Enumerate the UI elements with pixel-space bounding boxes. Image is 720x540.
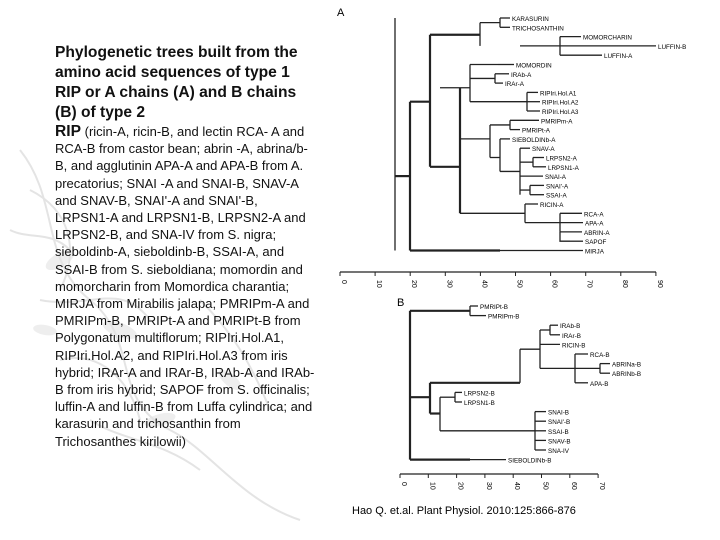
tree-b-leaf-label: SNAI'-B	[548, 419, 571, 427]
scale-b-tick-label: 50	[541, 482, 549, 490]
tree-a-leaf-label: KARASURIN	[512, 16, 549, 23]
tree-a-leaf-label: APA-A	[585, 220, 604, 228]
tree-b	[410, 304, 641, 465]
tree-a-branch	[560, 232, 570, 241]
tree-a-leaf-label: ABRIN-A	[584, 229, 610, 237]
tree-a-leaf-label: IRAb-A	[511, 71, 532, 79]
tree-a-leaf-label: SNAI'-A	[546, 183, 569, 191]
tree-a	[395, 16, 686, 256]
tree-a-leaf-label: MIRJA	[585, 248, 604, 256]
tree-a-leaf-label: TRICHOSANTHIN	[512, 25, 564, 33]
scale-a-tick-label: 50	[515, 280, 523, 288]
tree-b-leaf-label: SSAI-B	[548, 428, 569, 436]
tree-b-leaf-label: PMRIPt-B	[480, 304, 508, 311]
scale-b-tick-label: 60	[569, 482, 577, 490]
scale-b-tick-label: 40	[513, 482, 521, 490]
tree-b-leaf-label: SNAI-B	[548, 409, 569, 417]
caption-heading: Phylogenetic trees built from the amino acid sequences of type 1 RIP or A chains (A) and B chains (B) of type 2	[55, 44, 298, 121]
tree-a-leaf-label: SSAI-A	[546, 192, 567, 200]
tree-b-leaf-label: LRPSN2-B	[464, 390, 495, 398]
tree-b-leaf-label: RCA-B	[590, 352, 610, 359]
panel-label-b: B	[397, 297, 405, 309]
scale-a-tick-label: 70	[585, 280, 593, 288]
tree-b-leaf-label: SNAV-B	[548, 438, 571, 446]
citation: Hao Q. et.al. Plant Physiol. 2010:125:866-876	[352, 505, 576, 517]
scale-a-tick-label: 30	[445, 280, 453, 288]
tree-a-leaf-label: SIEBOLDINb-A	[512, 136, 556, 144]
tree-a-leaf-label: RICIN-A	[540, 202, 564, 209]
caption-body-first: (ricin-A, ricin-B, and lectin RCA-	[81, 124, 269, 139]
tree-b-leaf-label: ABRINb-B	[612, 371, 642, 379]
tree-a-leaf-label: PMRIPt-A	[522, 127, 550, 135]
tree-b-leaf-label: ABRINa-B	[612, 361, 642, 369]
scale-bar-b	[400, 474, 605, 490]
tree-a-leaf-label: LUFFIN-A	[604, 53, 633, 61]
scale-a-tick-label: 90	[655, 280, 663, 288]
scale-b-tick-label: 30	[484, 482, 492, 490]
scale-a-tick-label: 0	[340, 280, 347, 284]
scale-b-tick-label: 0	[400, 482, 407, 486]
tree-b-leaf-label: RICIN-B	[562, 342, 586, 350]
scale-b-tick-label: 10	[428, 482, 436, 490]
tree-a-leaf-label: MOMORDIN	[516, 62, 552, 70]
tree-a-leaf-label: MOMORCHARIN	[583, 34, 632, 42]
scale-a-tick-label: 20	[410, 280, 418, 288]
scale-a-tick-label: 40	[480, 280, 488, 288]
tree-a-leaf-label: LRPSN2-A	[546, 155, 577, 163]
tree-b-leaf-label: SIEBOLDINb-B	[508, 457, 552, 465]
scale-a-tick-label: 10	[375, 280, 383, 288]
tree-b-leaf-label: LRPSN1-B	[464, 400, 495, 407]
scale-b-tick-label: 70	[598, 482, 606, 490]
tree-a-leaf-label: IRAr-A	[505, 81, 524, 89]
tree-b-leaf-label: PMRIPm-B	[488, 313, 520, 321]
caption-rip-word: RIP	[55, 123, 81, 140]
tree-a-leaf-label: LUFFIN-B	[658, 43, 687, 51]
tree-a-leaf-label: LRPSN1-A	[548, 164, 579, 172]
scale-b-tick-label: 20	[456, 482, 464, 490]
tree-b-leaf-label: APA-B	[590, 380, 609, 388]
tree-a-leaf-label: PMRIPm-A	[541, 118, 573, 126]
tree-a-leaf-label: SNAI-A	[545, 174, 566, 182]
scale-a-tick-label: 80	[620, 280, 628, 288]
tree-b-leaf-label: SNA-IV	[548, 448, 569, 455]
tree-a-leaf-label: RIPIri.Hol.A2	[542, 99, 579, 107]
scale-bar-a	[340, 272, 663, 288]
tree-a-leaf-label: SNAV-A	[532, 146, 555, 154]
tree-b-leaf-label: IRAb-B	[560, 323, 581, 331]
tree-a-leaf-label: SAPOF	[585, 239, 607, 247]
panel-label-a: A	[337, 7, 345, 19]
tree-a-leaf-label: RCA-A	[584, 211, 604, 219]
tree-a-leaf-label: RIPIri.Hol.A1	[540, 90, 577, 98]
scale-a-tick-label: 60	[550, 280, 558, 288]
caption-body-rest: A and RCA-B from castor bean; abrin -A, abrina/b-B, and agglutinin APA-A and APA-B from A. precatorius; SNAI -A and SNAI-B, SNAV-A and SNAV-B, SNAI'-A and SNAI'-B, LRPSN1-A and LRPSN1-B, LRPSN2-A and LRPSN2-B, and SNA-IV from S. nigra; sieboldinb-A, sieboldinb-B, SSAI-A, and SSAI-B from S. sieboldiana; momordin and momorcharin from Momordica charantia; MIRJA from Mirabilis jalapa; PMRIPm-A and PMRIPm-B, PMRIPt-A and PMRIPt-B from Polygonatum multiflorum; RIPIri.Hol.A1, RIPIri.Hol.A2, and RIPIri.Hol.A3 from iris hybrid; IRAr-A and IRAr-B, IRAb-A and IRAb-B from iris hybrid; SAPOF from S. officinalis; luffin-A and luffin-B from Luffa cylindrica; and karasurin and trichosanthin from Trichosanthes kirilowii)	[55, 124, 315, 449]
tree-a-leaf-label: RIPIri.Hol.A3	[542, 109, 579, 116]
tree-b-leaf-label: IRAr-B	[562, 332, 581, 340]
